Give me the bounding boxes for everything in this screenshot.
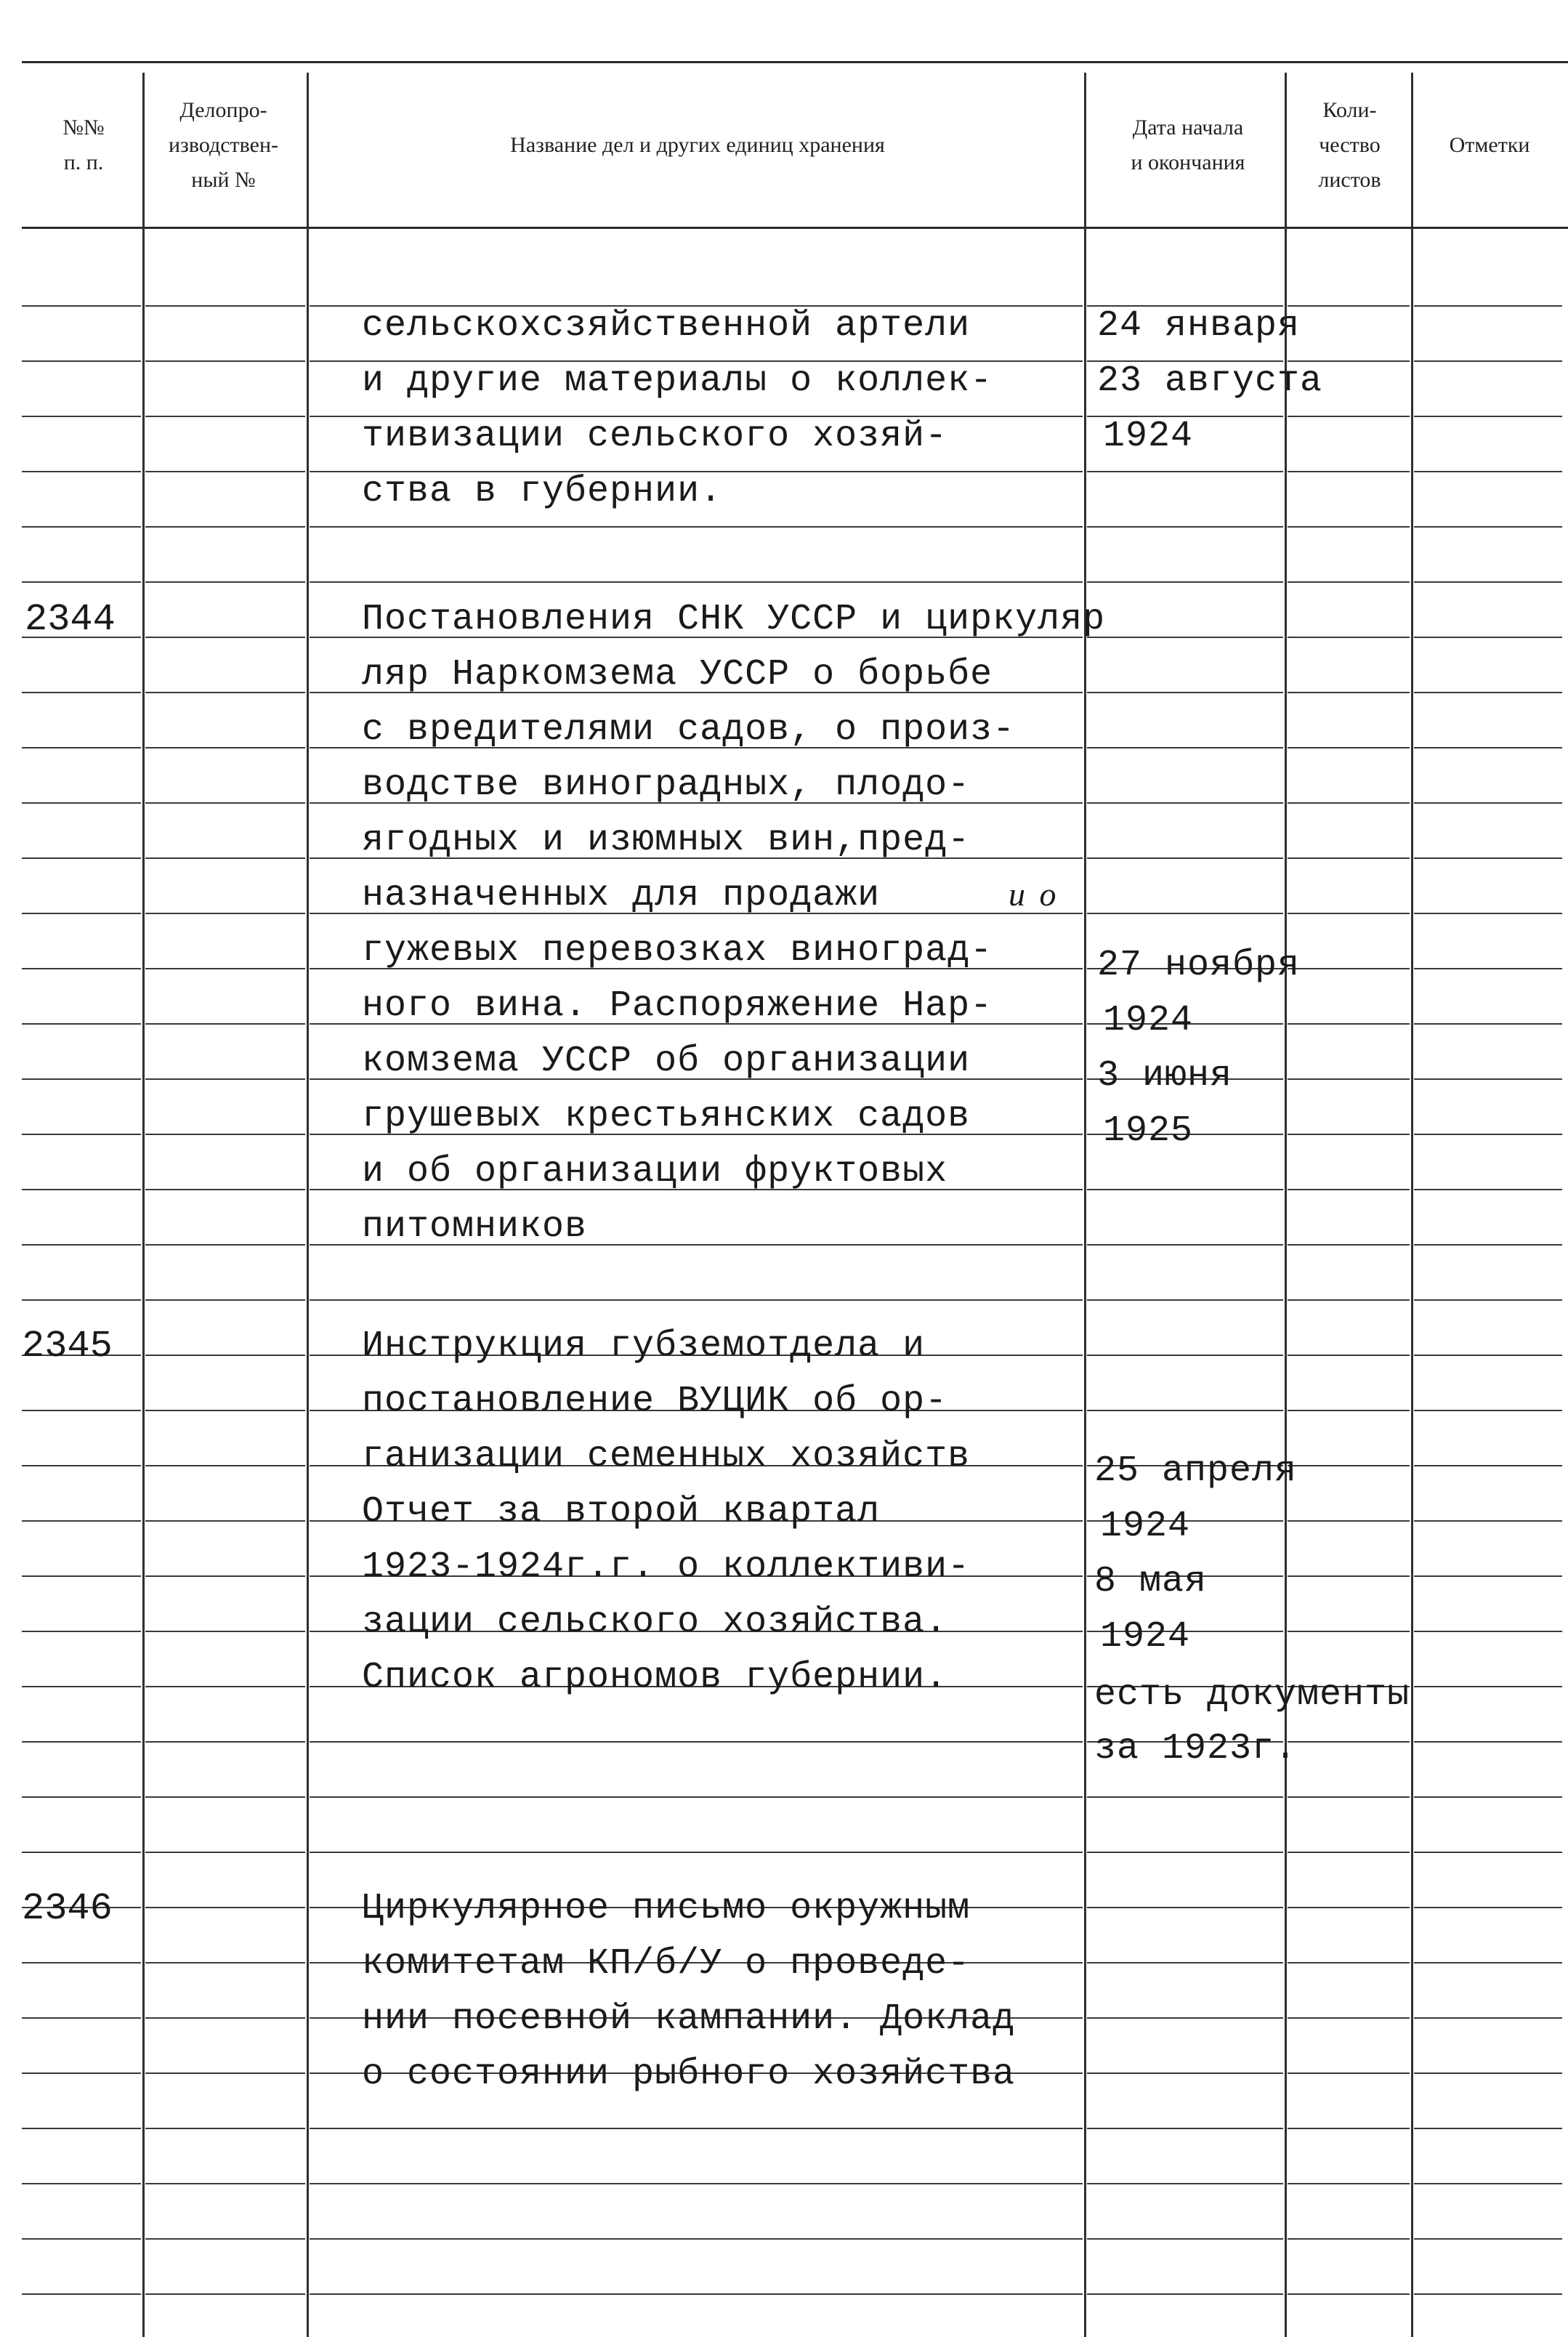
record-date-line: 23 августа xyxy=(1097,360,1323,402)
ruled-line xyxy=(1087,1907,1283,1908)
ruled-line xyxy=(1288,1465,1410,1466)
ruled-line xyxy=(145,1686,305,1687)
ruled-line xyxy=(145,1796,305,1798)
ruled-line xyxy=(1414,2293,1562,2295)
ruled-line xyxy=(1414,471,1562,472)
record-date-line: 1925 xyxy=(1103,1110,1194,1152)
ruled-line xyxy=(1414,913,1562,914)
ruled-line xyxy=(1414,1852,1562,1853)
header-col-sheet-count: Коли- чество листов xyxy=(1318,98,1381,192)
ruled-line xyxy=(310,1852,1083,1853)
ruled-line xyxy=(1414,526,1562,528)
ruled-line xyxy=(1414,968,1562,969)
ruled-line xyxy=(1288,747,1410,748)
ruled-line xyxy=(1288,2128,1410,2129)
ruled-line xyxy=(22,1410,141,1411)
ruled-line xyxy=(22,360,141,362)
column-divider xyxy=(1411,73,1413,2337)
ruled-line xyxy=(145,1741,305,1743)
ruled-line xyxy=(22,2072,141,2074)
ruled-line xyxy=(22,1631,141,1632)
ruled-line xyxy=(1087,747,1283,748)
ruled-line xyxy=(310,2293,1083,2295)
record-title-line: Постановления СНК УССР и циркуляр xyxy=(362,599,1106,640)
record-date-line: 1924 xyxy=(1100,1506,1191,1547)
ruled-line xyxy=(145,1575,305,1577)
record-title-line: сельскохсзяйственной артели xyxy=(362,305,971,347)
ruled-line xyxy=(1414,2183,1562,2184)
ruled-line xyxy=(1087,692,1283,693)
record-title-line: гужевых перевозках виноград- xyxy=(362,930,993,972)
ruled-line xyxy=(22,1575,141,1577)
ruled-line xyxy=(145,968,305,969)
ruled-line xyxy=(22,2128,141,2129)
ruled-line xyxy=(1288,526,1410,528)
record-title-line: Отчет за второй квартал xyxy=(362,1491,881,1533)
ruled-line xyxy=(22,1520,141,1522)
record-title-line: комзема УССР об организации xyxy=(362,1041,971,1082)
ruled-line xyxy=(22,1465,141,1466)
ruled-line xyxy=(145,1631,305,1632)
ruled-line xyxy=(1414,1520,1562,1522)
ruled-line xyxy=(1087,1410,1283,1411)
header-top-rule xyxy=(22,61,1568,63)
ruled-line xyxy=(145,1244,305,1246)
ruled-line xyxy=(22,581,141,583)
ruled-line xyxy=(1087,1852,1283,1853)
record-title-line: о состоянии рыбного хозяйства xyxy=(362,2054,1016,2095)
ruled-line xyxy=(145,857,305,859)
record-title-line: ягодных и изюмных вин,пред- xyxy=(362,820,971,861)
ruled-line xyxy=(145,1465,305,1466)
ruled-line xyxy=(1288,305,1410,307)
ruled-line xyxy=(1288,2293,1410,2295)
ruled-line xyxy=(1288,1575,1410,1577)
ruled-line xyxy=(1414,1189,1562,1190)
ruled-line xyxy=(1414,1686,1562,1687)
ruled-line xyxy=(22,913,141,914)
ruled-line xyxy=(1288,2183,1410,2184)
header-col-dates: Дата начала и окончания xyxy=(1131,116,1245,174)
record-title-line: нии посевной кампании. Доклад xyxy=(362,1998,1016,2040)
ruled-line xyxy=(1414,2128,1562,2129)
record-title-line: ляр Наркомзема УССР о борьбе xyxy=(362,654,993,695)
ruled-line xyxy=(145,360,305,362)
ruled-line xyxy=(145,2183,305,2184)
ruled-line xyxy=(1087,2128,1283,2129)
ruled-line xyxy=(1414,360,1562,362)
ruled-line xyxy=(145,416,305,417)
ruled-line xyxy=(22,416,141,417)
ruled-line xyxy=(1087,2238,1283,2240)
record-title-line: ства в губернии. xyxy=(362,471,723,512)
ruled-line xyxy=(1087,1355,1283,1356)
ruled-line xyxy=(1288,1299,1410,1301)
ruled-line xyxy=(1087,471,1283,472)
ruled-line xyxy=(1087,2183,1283,2184)
ruled-line xyxy=(1288,1244,1410,1246)
record-date-line: 25 апреля xyxy=(1094,1450,1298,1492)
header-bottom-rule xyxy=(22,227,1568,229)
ruled-line xyxy=(145,637,305,638)
ruled-line xyxy=(310,1796,1083,1798)
record-title-line: 1923-1924г.г. о коллективи- xyxy=(362,1546,971,1588)
record-title-line: Инструкция губземотдела и xyxy=(362,1325,926,1367)
ruled-line xyxy=(22,968,141,969)
ruled-line xyxy=(1414,637,1562,638)
ruled-line xyxy=(310,1299,1083,1301)
ruled-line xyxy=(22,2183,141,2184)
ruled-line xyxy=(310,581,1083,583)
ruled-line xyxy=(145,2238,305,2240)
column-divider xyxy=(142,73,145,2337)
record-title-line: ганизации семенных хозяйств xyxy=(362,1436,971,1477)
ruled-line xyxy=(1414,1078,1562,1080)
ruled-line xyxy=(22,1852,141,1853)
ruled-line xyxy=(145,471,305,472)
ruled-line xyxy=(1288,692,1410,693)
ruled-line xyxy=(22,305,141,307)
ruled-line xyxy=(145,526,305,528)
record-title-line: грушевых крестьянских садов xyxy=(362,1096,971,1137)
ruled-line xyxy=(1288,1410,1410,1411)
header-col-notes: Отметки xyxy=(1449,133,1530,157)
ruled-line xyxy=(22,2017,141,2019)
record-title-line: Список агрономов губернии. xyxy=(362,1657,948,1698)
ruled-line xyxy=(1414,305,1562,307)
ruled-line xyxy=(1288,2072,1410,2074)
ruled-line xyxy=(22,1796,141,1798)
ruled-line xyxy=(145,2293,305,2295)
ruled-line xyxy=(145,1299,305,1301)
header-col-title: Название дел и других единиц хранения xyxy=(510,133,885,157)
ruled-line xyxy=(145,2017,305,2019)
ruled-line xyxy=(1414,1962,1562,1963)
column-divider xyxy=(1285,73,1287,2337)
ruled-line xyxy=(22,1078,141,1080)
ruled-line xyxy=(1288,1134,1410,1135)
ruled-line xyxy=(22,1299,141,1301)
record-title-line: и другие материалы о коллек- xyxy=(362,360,993,402)
ruled-line xyxy=(1414,1907,1562,1908)
ruled-line xyxy=(1087,2293,1283,2295)
ruled-line xyxy=(1414,802,1562,804)
ruled-line xyxy=(1288,1741,1410,1743)
ruled-line xyxy=(145,1355,305,1356)
ruled-line xyxy=(1288,802,1410,804)
ruled-line xyxy=(310,2183,1083,2184)
record-title-line: водстве виноградных, плодо- xyxy=(362,764,971,806)
ruled-line xyxy=(145,2072,305,2074)
ruled-line xyxy=(1288,2238,1410,2240)
record-date-line: за 1923г. xyxy=(1094,1728,1298,1769)
ruled-line xyxy=(1087,857,1283,859)
ruled-line xyxy=(145,1852,305,1853)
ruled-line xyxy=(310,526,1083,528)
ruled-line xyxy=(1288,416,1410,417)
record-title-line: тивизации сельского хозяй- xyxy=(362,416,948,457)
ruled-line xyxy=(1288,1907,1410,1908)
header-col-number: №№ п. п. xyxy=(62,116,105,174)
record-title-line: постановление ВУЦИК об ор- xyxy=(362,1381,948,1422)
ruled-line xyxy=(1414,1631,1562,1632)
ruled-line xyxy=(22,1686,141,1687)
ruled-line xyxy=(1414,1741,1562,1743)
ruled-line xyxy=(1414,1299,1562,1301)
ruled-line xyxy=(22,1244,141,1246)
ruled-line xyxy=(1288,968,1410,969)
ruled-line xyxy=(1087,2017,1283,2019)
ruled-line xyxy=(22,1134,141,1135)
ruled-line xyxy=(1087,581,1283,583)
handwritten-insertion: и о xyxy=(1009,876,1059,913)
ruled-line xyxy=(145,1410,305,1411)
record-date-line: 1924 xyxy=(1103,1000,1194,1041)
ruled-line xyxy=(1414,416,1562,417)
ruled-line xyxy=(22,692,141,693)
ruled-line xyxy=(145,802,305,804)
ruled-line xyxy=(1288,857,1410,859)
ruled-line xyxy=(1414,692,1562,693)
ruled-line xyxy=(145,1962,305,1963)
ruled-line xyxy=(1414,1410,1562,1411)
record-date-line: 24 января xyxy=(1097,305,1301,347)
ruled-line xyxy=(1087,2072,1283,2074)
ruled-line xyxy=(1087,802,1283,804)
ruled-line xyxy=(22,526,141,528)
ruled-line xyxy=(1087,1962,1283,1963)
ruled-line xyxy=(1288,1189,1410,1190)
record-date-line: 27 ноября xyxy=(1097,945,1301,986)
ruled-line xyxy=(1414,581,1562,583)
ruled-line xyxy=(1087,526,1283,528)
ruled-line xyxy=(1414,857,1562,859)
ruled-line xyxy=(22,802,141,804)
ruled-line xyxy=(145,1134,305,1135)
ruled-line xyxy=(1414,1134,1562,1135)
ruled-line xyxy=(1288,1520,1410,1522)
column-divider xyxy=(307,73,309,2337)
ruled-line xyxy=(1288,913,1410,914)
ruled-line xyxy=(145,305,305,307)
ruled-line xyxy=(1288,1023,1410,1025)
record-title-line: ного вина. Распоряжение Нар- xyxy=(362,985,993,1027)
ruled-line xyxy=(145,1520,305,1522)
ruled-line xyxy=(1288,1796,1410,1798)
ruled-line xyxy=(1288,637,1410,638)
ruled-line xyxy=(1288,1078,1410,1080)
ruled-line xyxy=(22,1023,141,1025)
ruled-line xyxy=(145,1907,305,1908)
header-col-office-number: Делопро- изводствен- ный № xyxy=(168,98,279,192)
ruled-line xyxy=(1087,637,1283,638)
ruled-line xyxy=(145,692,305,693)
ruled-line xyxy=(1288,471,1410,472)
ruled-line xyxy=(145,1078,305,1080)
ruled-line xyxy=(1288,2017,1410,2019)
ruled-line xyxy=(1288,1852,1410,1853)
record-title-line: с вредителями садов, о произ- xyxy=(362,709,1016,751)
ruled-line xyxy=(1087,1244,1283,1246)
ruled-line xyxy=(1087,1189,1283,1190)
record-title-line: Циркулярное письмо окружным xyxy=(362,1888,971,1929)
record-title-line: комитетам КП/б/У о проведе- xyxy=(362,1943,971,1985)
ruled-line xyxy=(1414,1465,1562,1466)
ruled-line xyxy=(145,1023,305,1025)
ruled-line xyxy=(1288,581,1410,583)
ruled-line xyxy=(1414,2072,1562,2074)
ruled-line xyxy=(310,2128,1083,2129)
ruled-line xyxy=(22,471,141,472)
ruled-line xyxy=(1087,913,1283,914)
ruled-line xyxy=(1414,1796,1562,1798)
record-date-line: 1924 xyxy=(1100,1616,1191,1658)
ruled-line xyxy=(22,1962,141,1963)
record-number: 2346 xyxy=(22,1887,113,1930)
ruled-line xyxy=(1414,2017,1562,2019)
record-number: 2345 xyxy=(22,1325,113,1368)
ruled-line xyxy=(22,1189,141,1190)
ruled-line xyxy=(145,581,305,583)
ruled-line xyxy=(145,1189,305,1190)
ruled-line xyxy=(22,2238,141,2240)
record-title-line: и об организации фруктовых xyxy=(362,1151,948,1192)
ruled-line xyxy=(1288,1962,1410,1963)
record-date-line: 8 мая xyxy=(1094,1561,1208,1602)
record-number: 2344 xyxy=(25,598,116,641)
ruled-line xyxy=(22,1741,141,1743)
ruled-line xyxy=(1288,1355,1410,1356)
ruled-line xyxy=(1414,1355,1562,1356)
ruled-line xyxy=(145,2128,305,2129)
ruled-line xyxy=(1414,2238,1562,2240)
record-date-line: 1924 xyxy=(1103,416,1194,457)
ruled-line xyxy=(310,2238,1083,2240)
column-divider xyxy=(1084,73,1086,2337)
record-date-line: есть документы xyxy=(1094,1674,1410,1716)
ruled-line xyxy=(145,747,305,748)
ruled-line xyxy=(1414,747,1562,748)
ruled-line xyxy=(1087,1299,1283,1301)
record-date-line: 3 июня xyxy=(1097,1055,1233,1097)
ruled-line xyxy=(310,1741,1083,1743)
ruled-line xyxy=(1414,1023,1562,1025)
record-title-line: зации сельского хозяйства. xyxy=(362,1602,948,1643)
ruled-line xyxy=(22,857,141,859)
ruled-line xyxy=(22,2293,141,2295)
ruled-line xyxy=(1414,1244,1562,1246)
ruled-line xyxy=(1288,1631,1410,1632)
record-title-line: питомников xyxy=(362,1206,588,1248)
ruled-line xyxy=(145,913,305,914)
ruled-line xyxy=(1414,1575,1562,1577)
ruled-line xyxy=(22,747,141,748)
record-title-line: назначенных для продажи xyxy=(362,875,881,916)
ruled-line xyxy=(1087,1796,1283,1798)
